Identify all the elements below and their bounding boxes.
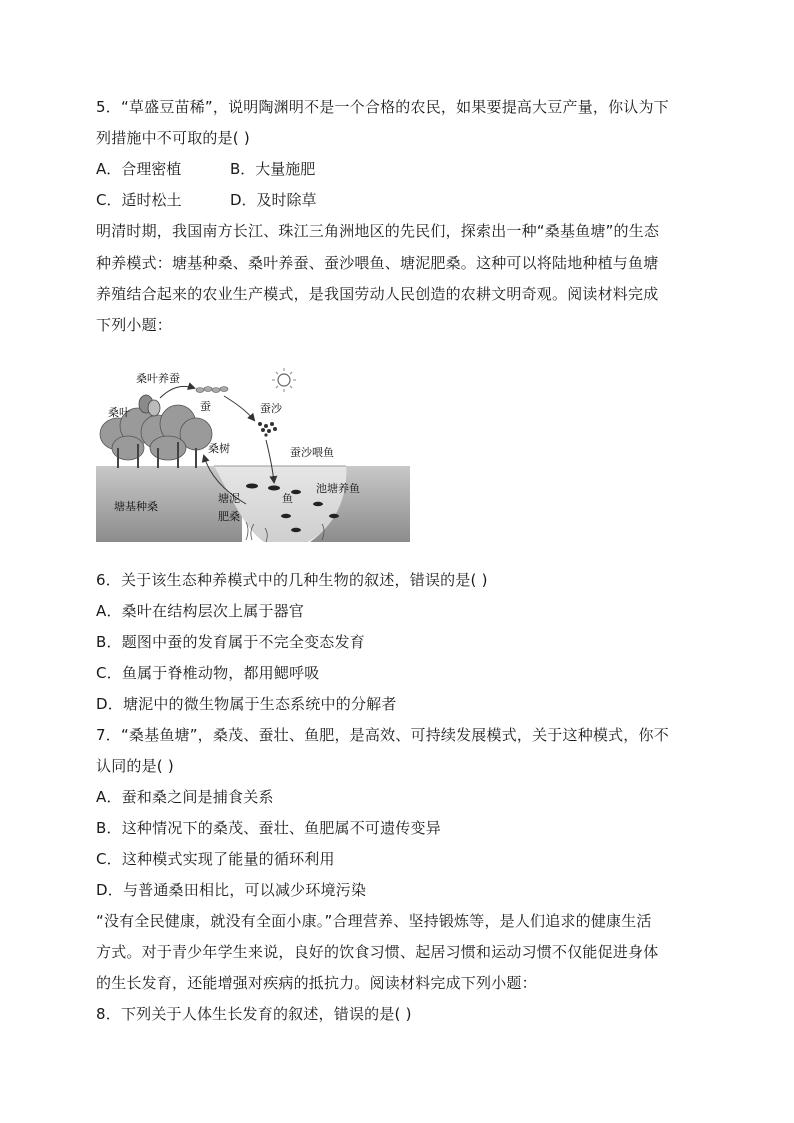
silkworm-droppings-icon xyxy=(258,422,277,437)
q7-option-d: D．与普通桑田相比，可以减少环境污染 xyxy=(96,881,367,899)
silkworm-icon xyxy=(196,387,228,393)
q6-option-a: A．桑叶在结构层次上属于器官 xyxy=(96,602,305,620)
q5-stem-line2: 列措施中不可取的是( ) xyxy=(96,129,250,147)
passage2-line3: 的生长发育，还能增强对疾病的抵抗力。阅读材料完成下列小题： xyxy=(96,974,537,992)
label-mud-line2: 肥桑 xyxy=(218,510,240,523)
arrow-leaf-to-silkworm xyxy=(160,386,194,398)
label-pond-fish: 池塘养鱼 xyxy=(316,482,360,495)
label-mulberry-tree: 桑树 xyxy=(208,442,230,455)
passage1-line4: 下列小题： xyxy=(96,316,173,334)
q5-option-d: D．及时除草 xyxy=(230,191,317,209)
label-sand-feeds-fish: 蚕沙喂鱼 xyxy=(290,446,334,459)
label-mud-line1: 塘泥 xyxy=(218,492,240,505)
label-fish: 鱼 xyxy=(282,492,293,505)
q5-options-row1 xyxy=(96,159,316,179)
passage1-line3: 养殖结合起来的农业生产模式，是我国劳动人民创造的农耕文明奇观。阅读材料完成 xyxy=(96,285,659,303)
arrow-silkworm-to-sand xyxy=(224,396,254,420)
label-leaf-to-silkworm: 桑叶养蚕 xyxy=(136,372,180,385)
label-silkworm: 蚕 xyxy=(200,400,211,413)
passage1-line1: 明清时期，我国南方长江、珠江三角洲地区的先民们，探索出一种“桑基鱼塘”的生态 xyxy=(96,222,660,240)
q5-options-row2 xyxy=(96,190,317,210)
q6-stem: 6．关于该生态种养模式中的几种生物的叙述，错误的是( ) xyxy=(96,571,488,589)
q5-option-c: C．适时松土 xyxy=(96,191,182,209)
q8-stem: 8．下列关于人体生长发育的叙述，错误的是( ) xyxy=(96,1005,412,1023)
q7-option-b: B．这种情况下的桑茂、蚕壮、鱼肥属不可遗传变异 xyxy=(96,819,441,837)
passage2-line1: “没有全民健康，就没有全面小康。”合理营养、坚持锻炼等，是人们追求的健康生活 xyxy=(96,912,652,930)
label-silk-sand: 蚕沙 xyxy=(260,402,282,415)
q7-option-c: C．这种模式实现了能量的循环利用 xyxy=(96,850,335,868)
q7-stem-line2: 认同的是( ) xyxy=(96,757,174,775)
mulberry-fishpond-diagram xyxy=(96,364,410,542)
q6-option-d: D．塘泥中的微生物属于生态系统中的分解者 xyxy=(96,695,397,713)
q6-option-b: B．题图中蚕的发育属于不完全变态发育 xyxy=(96,633,365,651)
q5-stem-line1: 5．“草盛豆苗稀”，说明陶渊明不是一个合格的农民，如果要提高大豆产量，你认为下 xyxy=(96,98,669,116)
q6-option-c: C．鱼属于脊椎动物，都用鳃呼吸 xyxy=(96,664,320,682)
sun-icon xyxy=(272,368,296,392)
q5-option-b: B．大量施肥 xyxy=(230,160,316,178)
q5-option-a: A．合理密植 xyxy=(96,160,182,178)
label-leaf: 桑叶 xyxy=(108,406,130,419)
q7-stem-line1: 7．“桑基鱼塘”，桑茂、蚕壮、鱼肥，是高效、可持续发展模式，关于这种模式，你不 xyxy=(96,726,669,744)
passage2-line2: 方式。对于青少年学生来说，良好的饮食习惯、起居习惯和运动习惯不仅能促进身体 xyxy=(96,943,659,961)
label-bank-planting: 塘基种桑 xyxy=(114,500,158,513)
q7-option-a: A．蚕和桑之间是捕食关系 xyxy=(96,788,274,806)
passage1-line2: 种养模式：塘基种桑、桑叶养蚕、蚕沙喂鱼、塘泥肥桑。这种可以将陆地种植与鱼塘 xyxy=(96,254,659,272)
